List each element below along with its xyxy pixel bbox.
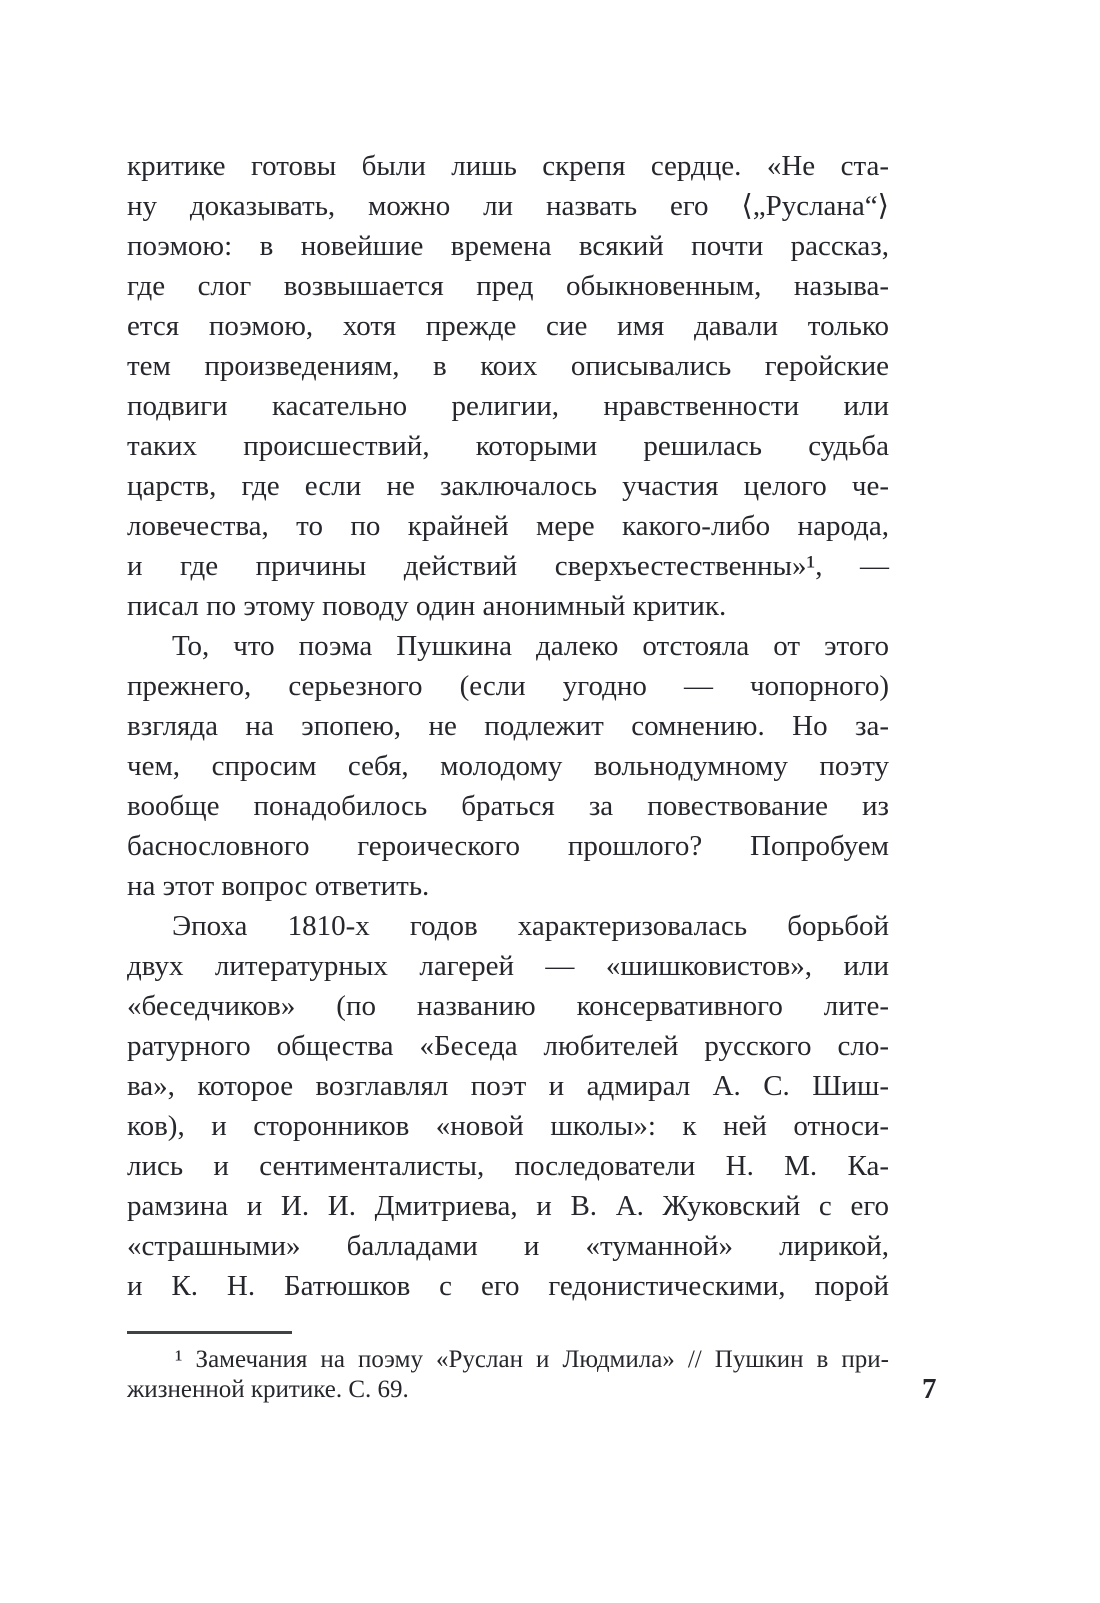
body-text-line: ется поэмою, хотя прежде сие имя давали только	[127, 310, 889, 342]
body-text-line: писал по этому поводу один анонимный критик.	[127, 590, 727, 622]
body-text-line: То, что поэма Пушкина далеко отстояла от этого	[172, 630, 889, 662]
body-text-line: Эпоха 1810-х годов характеризовалась борьбой	[172, 910, 889, 942]
body-text-line: критике готовы были лишь скрепя сердце. «Не ста-	[127, 150, 889, 182]
body-text-line: царств, где если не заключалось участия целого че-	[127, 470, 889, 502]
body-text-line: ну доказывать, можно ли назвать его ⟨„Руслана“⟩	[127, 190, 889, 222]
body-text-line: таких происшествий, которыми решилась судьба	[127, 430, 889, 462]
body-text-line: на этот вопрос ответить.	[127, 870, 430, 902]
footnote-line: ¹ Замечания на поэму «Руслан и Людмила» // Пушкин в при-	[175, 1346, 889, 1373]
body-text-line: и где причины действий сверхъестественны»¹, —	[127, 550, 889, 582]
body-text-line: где слог возвышается пред обыкновенным, называ-	[127, 270, 889, 302]
body-text-line: «беседчиков» (по названию консервативного лите-	[127, 990, 889, 1022]
body-text-line: ков), и сторонников «новой школы»: к ней относи-	[127, 1110, 889, 1142]
body-text-line: чем, спросим себя, молодому вольнодумному поэту	[127, 750, 889, 782]
page-number: 7	[922, 1373, 937, 1405]
body-text-line: ловечества, то по крайней мере какого-либо народа,	[127, 510, 889, 542]
body-text-line: лись и сентименталисты, последователи Н. М. Ка-	[127, 1150, 889, 1182]
footnote-line: жизненной критике. С. 69.	[127, 1376, 409, 1403]
body-text-line: прежнего, серьезного (если угодно — чопорного)	[127, 670, 889, 702]
body-text-line: тем произведениям, в коих описывались геройские	[127, 350, 889, 382]
body-text	[127, 146, 889, 1306]
body-text-line: и К. Н. Батюшков с его гедонистическими, порой	[127, 1270, 889, 1302]
body-text-line: подвиги касательно религии, нравственности или	[127, 390, 889, 422]
body-text-line: вообще понадобилось браться за повествование из	[127, 790, 889, 822]
footnote-separator	[127, 1331, 292, 1334]
body-text-line: ва», которое возглавлял поэт и адмирал А. С. Шиш-	[127, 1070, 889, 1102]
body-text-line: ратурного общества «Беседа любителей русского сло-	[127, 1030, 889, 1062]
body-text-line: двух литературных лагерей — «шишковистов», или	[127, 950, 889, 982]
body-text-line: поэмою: в новейшие времена всякий почти рассказ,	[127, 230, 889, 262]
footnote	[127, 1345, 889, 1405]
body-text-line: баснословного героического прошлого? Попробуем	[127, 830, 889, 862]
body-text-line: «страшными» балладами и «туманной» лирикой,	[127, 1230, 889, 1262]
body-text-line: рамзина и И. И. Дмитриева, и В. А. Жуковский с его	[127, 1190, 889, 1222]
body-text-line: взгляда на эпопею, не подлежит сомнению. Но за-	[127, 710, 889, 742]
